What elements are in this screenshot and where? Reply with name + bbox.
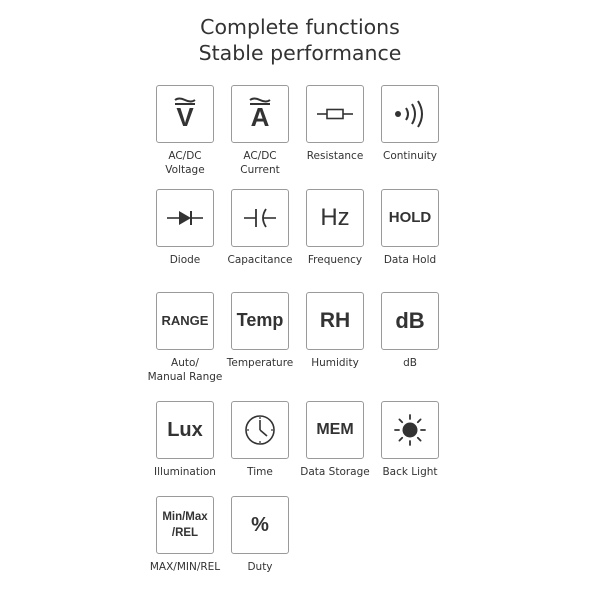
function-label: Diode <box>169 254 201 266</box>
function-label: Back Light <box>382 466 438 478</box>
illumination-icon: Lux <box>156 401 214 459</box>
function-db <box>365 292 455 370</box>
function-label: Auto/ Manual Range <box>147 357 223 383</box>
current-symbol: A <box>250 101 270 132</box>
min-max-rel-icon: Min/Max /REL <box>156 496 214 554</box>
function-label: AC/DC Current <box>240 150 280 176</box>
range-icon: RANGE <box>156 292 214 350</box>
function-label: Illumination <box>154 466 216 478</box>
function-label: Data Hold <box>383 254 437 266</box>
function-label: Capacitance <box>227 254 293 266</box>
function-label: Humidity <box>311 357 359 369</box>
function-back-light <box>365 401 455 479</box>
page-title <box>0 14 600 66</box>
function-label: Data Storage <box>300 466 370 478</box>
continuity-sound-icon <box>381 85 439 143</box>
function-label: Duty <box>247 561 273 573</box>
sun-icon <box>381 401 439 459</box>
title-line-2: Stable performance <box>198 41 402 65</box>
function-label: Time <box>247 466 273 478</box>
ac-dc-voltage-icon <box>156 85 214 143</box>
capacitor-icon <box>231 189 289 247</box>
percent-icon: % <box>231 496 289 554</box>
function-label: Continuity <box>382 150 437 162</box>
clock-icon <box>231 401 289 459</box>
temperature-icon: Temp <box>231 292 289 350</box>
function-data-hold <box>365 189 455 267</box>
function-continuity <box>365 85 455 163</box>
function-label: Temperature <box>226 357 294 369</box>
decibel-icon: dB <box>381 292 439 350</box>
data-hold-icon: HOLD <box>381 189 439 247</box>
title-line-1: Complete functions <box>200 15 400 39</box>
resistor-icon <box>306 85 364 143</box>
function-label: Frequency <box>307 254 363 266</box>
function-label: Resistance <box>306 150 364 162</box>
function-label: MAX/MIN/REL <box>149 561 221 573</box>
function-label: AC/DC Voltage <box>165 150 205 176</box>
diode-icon <box>156 189 214 247</box>
frequency-icon: Hz <box>306 189 364 247</box>
humidity-icon: RH <box>306 292 364 350</box>
ac-dc-current-icon <box>231 85 289 143</box>
function-duty <box>215 496 305 574</box>
memory-icon: MEM <box>306 401 364 459</box>
function-label: dB <box>403 357 417 369</box>
voltage-symbol: V <box>176 101 194 132</box>
